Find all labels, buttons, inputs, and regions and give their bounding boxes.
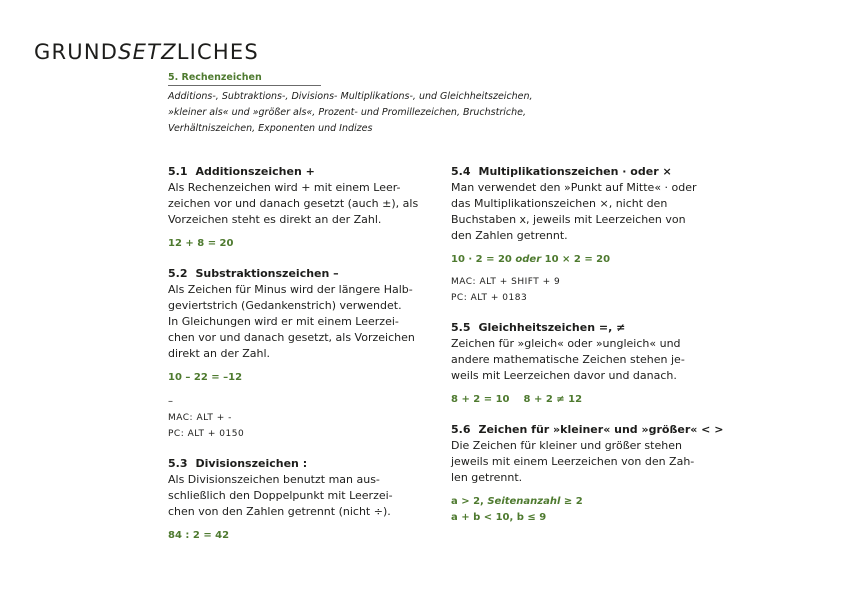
mac-shortcut: MAC: ALT + - — [168, 413, 232, 423]
block-number: 5.1 — [168, 165, 188, 178]
body-line: den Zahlen getrennt. — [451, 229, 568, 242]
example-formula — [451, 494, 721, 510]
block-heading — [168, 164, 438, 180]
pc-shortcut: PC: ALT + 0150 — [168, 429, 245, 439]
body-line: geviertstrich (Gedankenstrich) verwendet. — [168, 299, 402, 312]
block-title: Additionszeichen + — [195, 165, 315, 178]
block-multiplication — [451, 164, 721, 306]
example-part: 10 × 2 = 20 — [544, 254, 611, 265]
intro-line: Additions-, Subtraktions-, Divisions- Multiplikations-, und Gleichheitszeichen, — [168, 91, 533, 102]
section-heading: 5. Rechenzeichen — [168, 72, 321, 86]
body-line: Als Divisionszeichen benutzt man aus- — [168, 473, 380, 486]
block-title: Zeichen für »kleiner« und »größer« < > — [478, 423, 724, 436]
example-formula: 84 : 2 = 42 — [168, 530, 230, 541]
body-line: Die Zeichen für kleiner und größer stehen — [451, 439, 682, 452]
block-equality — [451, 320, 721, 408]
body-line: chen von den Zahlen getrennt (nicht ÷). — [168, 505, 391, 518]
example-formula — [451, 252, 721, 268]
block-heading — [451, 164, 721, 180]
mac-shortcut: MAC: ALT + SHIFT + 9 — [451, 277, 561, 287]
example-part: 8 + 2 = 10 — [451, 394, 510, 405]
block-heading — [168, 456, 438, 472]
block-heading — [451, 320, 721, 336]
block-number: 5.2 — [168, 267, 188, 280]
page-title — [34, 40, 259, 64]
example-formula: 10 – 22 = –12 — [168, 372, 243, 383]
body-line: Vorzeichen steht es direkt an der Zahl. — [168, 213, 382, 226]
body-line: len getrennt. — [451, 471, 523, 484]
left-column — [168, 164, 438, 558]
section-intro — [168, 89, 588, 137]
body-line: Zeichen für »gleich« oder »ungleich« und — [451, 337, 681, 350]
block-heading — [451, 422, 724, 438]
block-title: Multiplikationszeichen · oder × — [478, 165, 672, 178]
example-part: 8 + 2 ≠ 12 — [523, 394, 583, 405]
block-title: Gleichheitszeichen =, ≠ — [478, 321, 626, 334]
block-title: Divisionszeichen : — [195, 457, 308, 470]
example-formula: 12 + 8 = 20 — [168, 238, 234, 249]
pc-shortcut: PC: ALT + 0183 — [451, 293, 528, 303]
body-line: jeweils mit einem Leerzeichen von den Zah- — [451, 455, 695, 468]
block-title: Substraktionszeichen – — [195, 267, 339, 280]
body-line: zeichen vor und danach gesetzt (auch ±), als — [168, 197, 419, 210]
title-part-2: SETZ — [118, 40, 177, 64]
body-line: direkt an der Zahl. — [168, 347, 271, 360]
body-line: weils mit Leerzeichen davor und danach. — [451, 369, 677, 382]
body-line: Buchstaben x, jeweils mit Leerzeichen von — [451, 213, 686, 226]
example-part: Seitenanzahl — [487, 496, 561, 507]
title-part-3: LICHES — [176, 40, 259, 64]
title-part-1: GRUND — [34, 40, 119, 64]
intro-line: »kleiner als« und »größer als«, Prozent- und Promillezeichen, Bruchstriche, — [168, 107, 527, 118]
shortcut-list — [451, 274, 721, 306]
body-line: Man verwendet den »Punkt auf Mitte« · oder — [451, 181, 697, 194]
body-line: schließlich den Doppelpunkt mit Leerzei- — [168, 489, 393, 502]
block-division — [168, 456, 438, 544]
block-number: 5.3 — [168, 457, 188, 470]
block-addition — [168, 164, 438, 252]
body-line: andere mathematische Zeichen stehen je- — [451, 353, 685, 366]
body-line: chen vor und danach gesetzt, als Vorzeichen — [168, 331, 415, 344]
example-formula: a + b < 10, b ≤ 9 — [451, 512, 547, 523]
body-line: In Gleichungen wird er mit einem Leerzei- — [168, 315, 399, 328]
body-line: Als Rechenzeichen wird + mit einem Leer- — [168, 181, 401, 194]
block-subtraction — [168, 266, 438, 442]
example-part: ≥ 2 — [560, 496, 583, 507]
body-line: Als Zeichen für Minus wird der längere Halb- — [168, 283, 413, 296]
right-column — [451, 164, 724, 540]
example-connector: oder — [511, 254, 545, 265]
intro-line: Verhältniszeichen, Exponenten und Indizes — [168, 123, 373, 134]
example-part: 10 · 2 = 20 — [451, 254, 512, 265]
block-number: 5.6 — [451, 423, 471, 436]
block-number: 5.5 — [451, 321, 471, 334]
block-heading — [168, 266, 438, 282]
body-line: das Multiplikationszeichen ×, nicht den — [451, 197, 668, 210]
example-part: a > 2, — [451, 496, 488, 507]
example-formula — [451, 392, 721, 408]
block-comparison — [451, 422, 724, 526]
block-number: 5.4 — [451, 165, 471, 178]
dash-glyph: – — [168, 396, 173, 407]
